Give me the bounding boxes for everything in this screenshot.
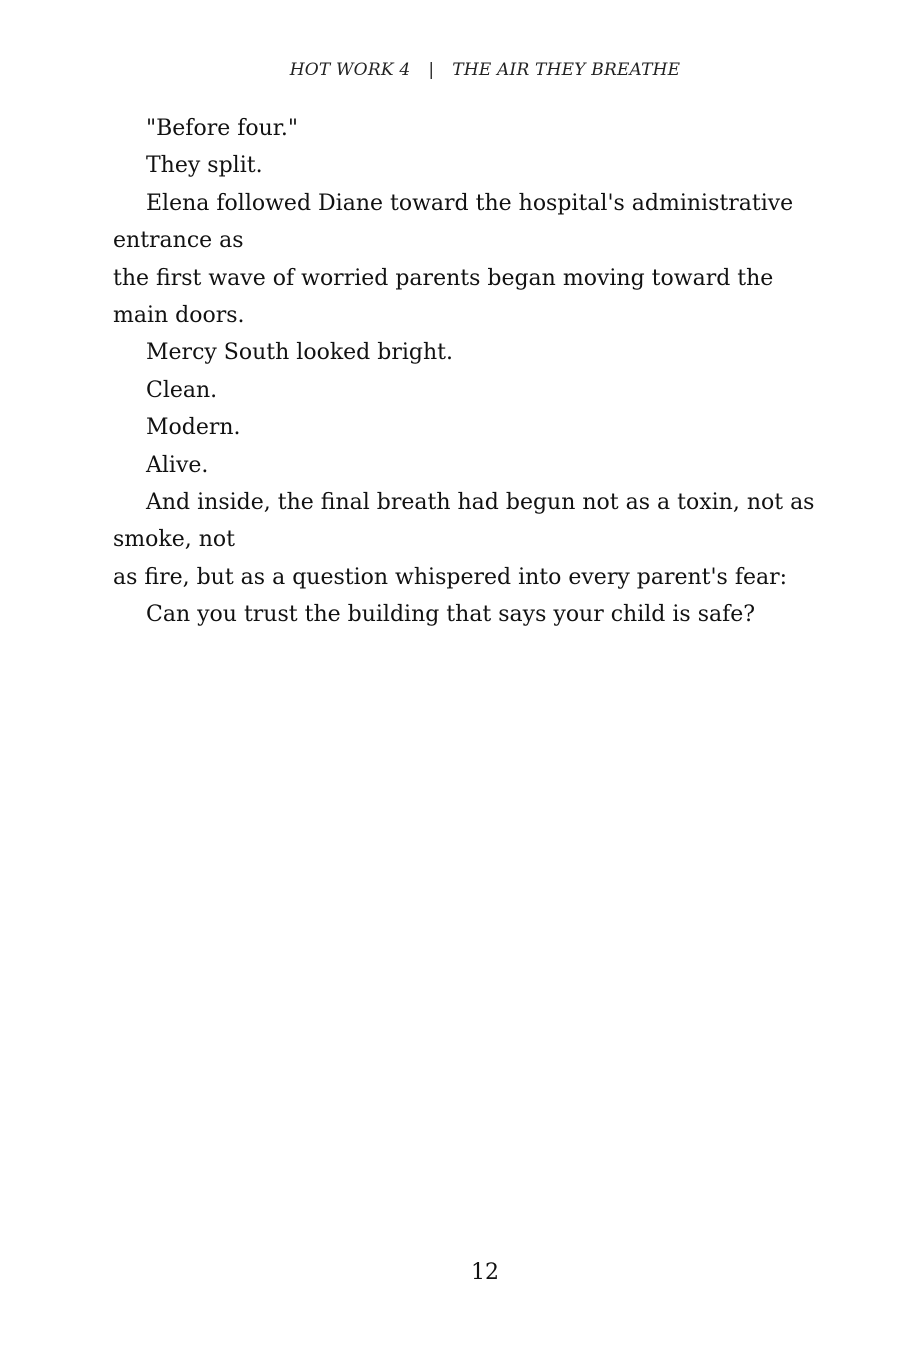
page-number: 12 <box>471 1260 499 1285</box>
running-header <box>0 60 900 80</box>
paragraph-line: Modern. <box>146 415 241 441</box>
paragraph-line: And inside, the final breath had begun not as a toxin, not as <box>146 490 815 516</box>
paragraph-line: They split. <box>146 153 263 179</box>
paragraph-line: as fire, but as a question whispered into every parent's fear: <box>113 564 788 590</box>
paragraph-line: main doors. <box>113 303 245 329</box>
paragraph-line: the first wave of worried parents began moving toward the <box>113 265 774 291</box>
paragraph-line: Elena followed Diane toward the hospital's administrative <box>146 190 794 216</box>
chapter-title: THE AIR THEY BREATHE <box>452 60 681 80</box>
book-title: HOT WORK 4 <box>289 60 411 80</box>
paragraph-line: Mercy South looked bright. <box>146 340 453 366</box>
body-text <box>113 110 833 634</box>
paragraph-line: smoke, not <box>113 527 235 553</box>
paragraph-line: Can you trust the building that says your child is safe? <box>146 602 756 628</box>
paragraph-line: entrance as <box>113 228 244 254</box>
paragraph-line: Clean. <box>146 377 218 403</box>
paragraph-line: Alive. <box>146 452 209 478</box>
header-separator: | <box>428 60 435 80</box>
paragraph-line: "Before four." <box>146 116 298 141</box>
